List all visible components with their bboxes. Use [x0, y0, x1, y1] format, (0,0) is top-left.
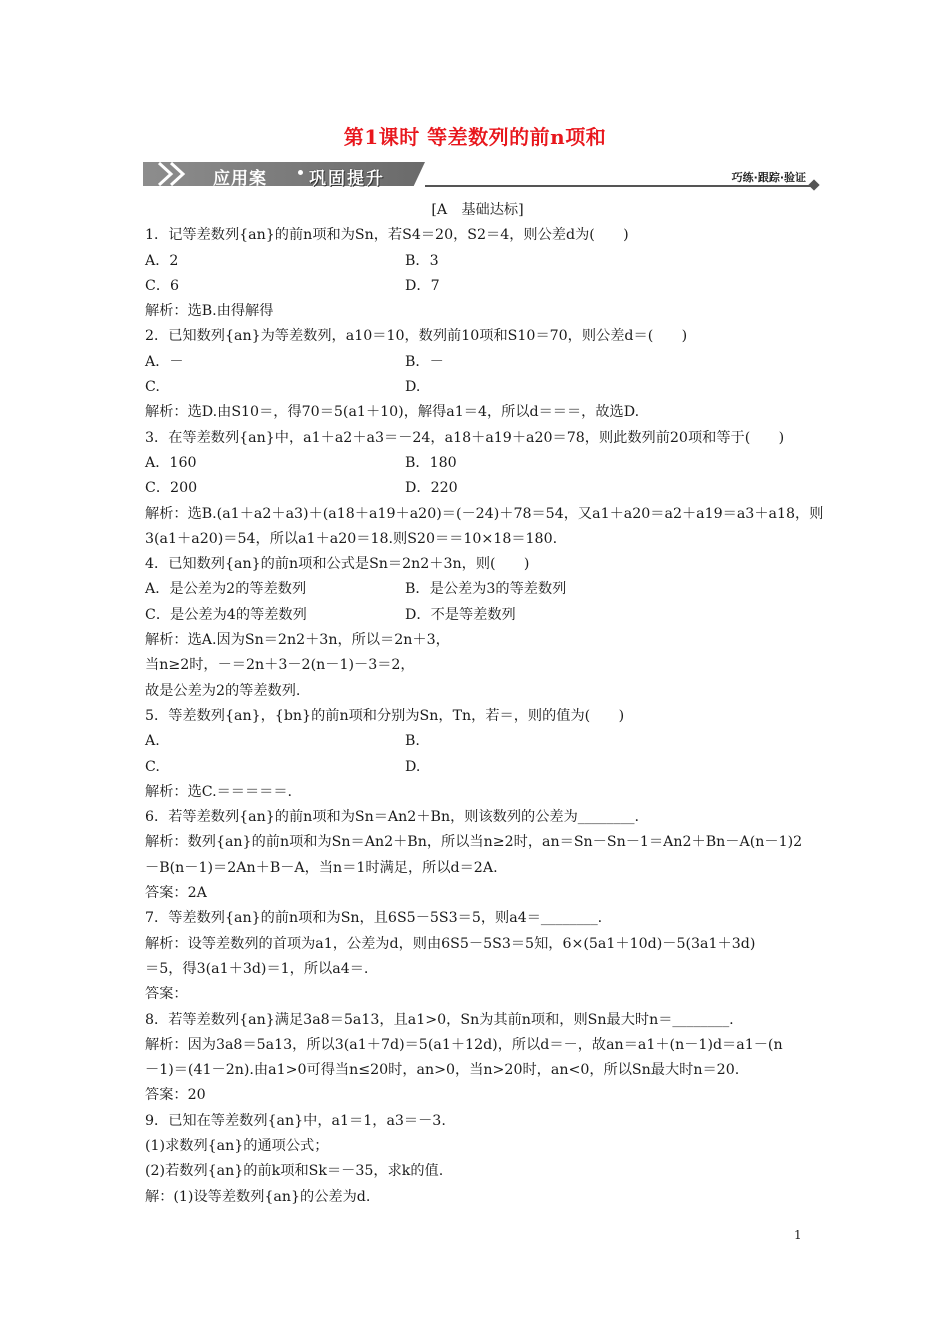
- text-line: 解析：选B.由得解得: [145, 303, 274, 320]
- option-text: C．200: [145, 480, 198, 497]
- option-text: D.: [405, 379, 421, 396]
- document-body: [145, 198, 824, 1210]
- section-banner: [143, 160, 818, 190]
- option-row: [145, 577, 810, 602]
- banner-rule: [425, 185, 815, 187]
- text-line: 3．在等差数列{an}中，a1＋a2＋a3＝－24，a18＋a19＋a20＝78，则此数列前20项和等于( ): [145, 429, 785, 446]
- text-line: 5．等差数列{an}，{bn}的前n项和分别为Sn，Tn，若＝，则的值为( ): [145, 707, 625, 724]
- option-text: A.: [145, 733, 160, 750]
- text-line: 4．已知数列{an}的前n项和公式是Sn＝2n2＋3n，则( ): [145, 556, 530, 573]
- option-row: [145, 476, 810, 501]
- text-line: 解析：选B.(a1＋a2＋a3)＋(a18＋a19＋a20)＝(－24)＋78＝54，又a1＋a20＝a2＋a19＝a3＋a18，则: [145, 505, 824, 522]
- option-row: [145, 603, 810, 628]
- diamond-icon: [808, 179, 819, 190]
- text-line: 当n≥2时，－＝2n＋3－2(n－1)－3＝2，: [145, 657, 415, 674]
- option-text: A．是公差为2的等差数列: [145, 581, 307, 598]
- option-row: [145, 755, 810, 780]
- option-text: D．7: [405, 277, 440, 294]
- text-line: 解：(1)设等差数列{an}的公差为d.: [145, 1188, 371, 1205]
- option-text: B．180: [405, 454, 457, 471]
- option-text: C．6: [145, 277, 180, 294]
- double-chevron-icon: [155, 161, 201, 187]
- option-text: D．不是等差数列: [405, 606, 516, 623]
- option-row: [145, 729, 810, 754]
- text-line: 解析：因为3a8＝5a13，所以3(a1＋7d)＝5(a1＋12d)，所以d＝－，故an＝a1＋(n－1)d＝a1－(n: [145, 1036, 783, 1053]
- text-line: 故是公差为2的等差数列.: [145, 682, 301, 699]
- option-text: B.: [405, 733, 420, 750]
- text-line: 解析：选D.由S10＝，得70＝5(a1＋10)，解得a1＝4，所以d＝＝＝，故选D.: [145, 404, 640, 421]
- section-heading: [A 基础达标]: [431, 202, 524, 218]
- text-line: (2)若数列{an}的前k项和Sk＝－35，求k的值.: [145, 1163, 444, 1180]
- banner-dot-icon: [298, 170, 303, 175]
- text-line: －B(n－1)＝2An＋B－A，当n＝1时满足，所以d＝2A.: [145, 859, 498, 876]
- page-number: 1: [794, 1228, 802, 1242]
- option-text: C.: [145, 379, 160, 396]
- option-text: D.: [405, 758, 421, 775]
- text-line: 解析：选C.＝＝＝＝＝.: [145, 783, 293, 800]
- banner-right-label: 巧练·跟踪·验证: [731, 171, 806, 184]
- text-line: 9．已知在等差数列{an}中，a1＝1，a3＝－3.: [145, 1112, 446, 1129]
- text-line: 解析：设等差数列的首项为a1，公差为d，则由6S5－5S3＝5知，6×(5a1＋10d)－5(3a1＋3d): [145, 935, 756, 952]
- option-text: A．2: [145, 252, 179, 269]
- option-text: D．220: [405, 480, 458, 497]
- text-line: (1)求数列{an}的通项公式；: [145, 1137, 329, 1154]
- text-line: ＝5，得3(a1＋3d)＝1，所以a4＝.: [145, 960, 369, 977]
- option-row: [145, 274, 810, 299]
- page-title: 第1课时 等差数列的前n项和: [343, 125, 607, 149]
- text-line: 解析：数列{an}的前n项和为Sn＝An2＋Bn，所以当n≥2时，an＝Sn－Sn－1＝An2＋Bn－A(n－1)2: [145, 834, 803, 851]
- option-text: A．160: [145, 454, 197, 471]
- option-row: [145, 249, 810, 274]
- text-line: 答案：2A: [145, 885, 207, 902]
- text-line: 1．记等差数列{an}的前n项和为Sn，若S4＝20，S2＝4，则公差d为( ): [145, 227, 629, 244]
- option-row: [145, 375, 810, 400]
- option-text: C．是公差为4的等差数列: [145, 606, 307, 623]
- banner-app-label: 应用案: [213, 169, 267, 189]
- banner-consolidate-label: 巩固提升: [309, 169, 385, 189]
- option-row: [145, 350, 810, 375]
- text-line: 6．若等差数列{an}的前n项和为Sn＝An2＋Bn，则该数列的公差为________.: [145, 809, 640, 826]
- text-line: 7．等差数列{an}的前n项和为Sn，且6S5－5S3＝5，则a4＝________.: [145, 910, 603, 927]
- text-line: 2．已知数列{an}为等差数列，a10＝10，数列前10项和S10＝70，则公差d＝( ): [145, 328, 688, 345]
- text-line: 8．若等差数列{an}满足3a8＝5a13，且a1>0，Sn为其前n项和，则Sn最大时n＝________.: [145, 1011, 734, 1028]
- option-text: B．是公差为3的等差数列: [405, 581, 567, 598]
- text-line: 3(a1＋a20)＝54，所以a1＋a20＝18.则S20＝＝10×18＝180.: [145, 530, 558, 547]
- option-text: A．－: [145, 353, 184, 370]
- option-text: B．－: [405, 353, 444, 370]
- option-text: C.: [145, 758, 160, 775]
- option-text: B．3: [405, 252, 439, 269]
- text-line: 答案：: [145, 986, 188, 1003]
- option-row: [145, 451, 810, 476]
- text-line: 解析：选A.因为Sn＝2n2＋3n，所以＝2n＋3，: [145, 632, 450, 649]
- text-line: 答案：20: [145, 1087, 206, 1104]
- text-line: －1)＝(41－2n).由a1>0可得当n≤20时，an>0，当n>20时，an<0，所以Sn最大时n＝20.: [145, 1062, 740, 1079]
